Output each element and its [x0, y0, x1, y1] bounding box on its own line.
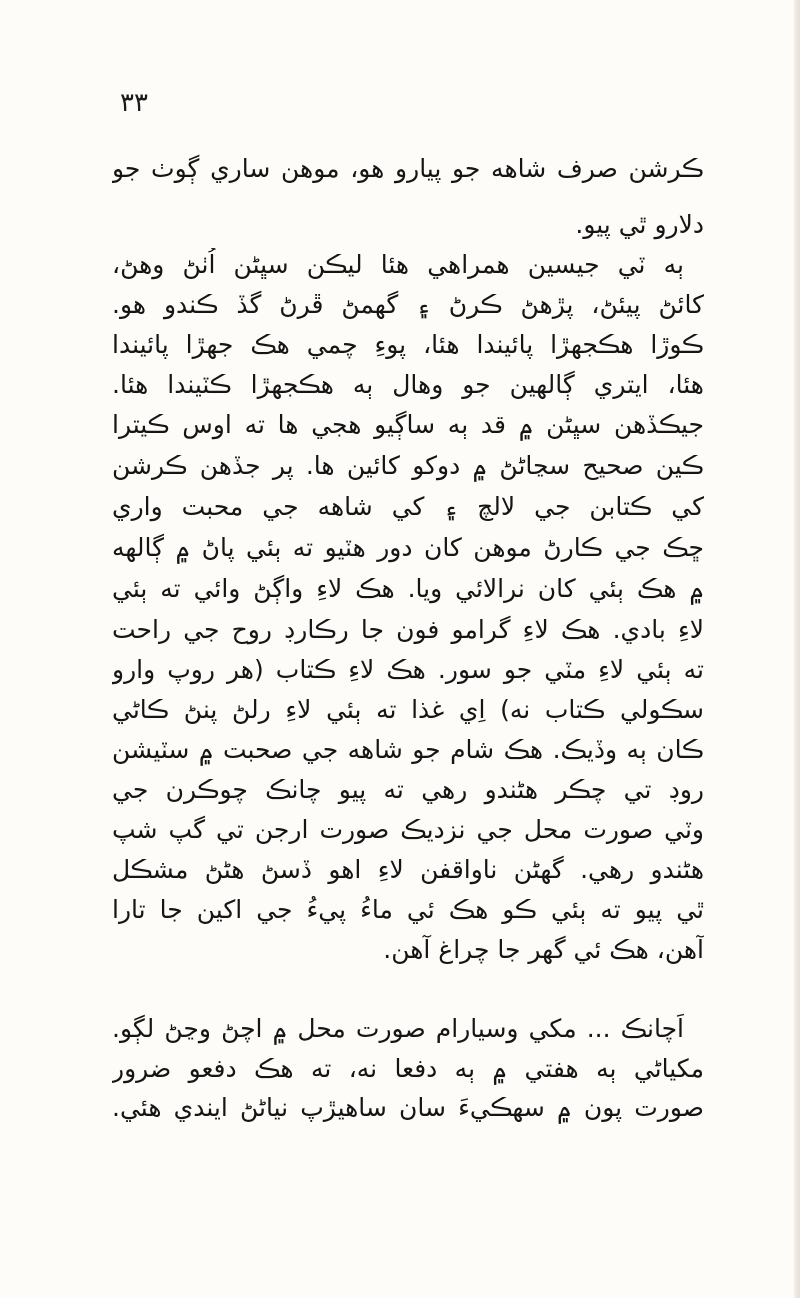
- text-line: وٽي صورت محل جي نزديڪ صورت ارجن تي گپ شپ: [112, 815, 704, 844]
- text-line: صورت پون ۾ سهڪيءَ سان ساهيڙپ نياڻڻ ايندي هئي.: [112, 1093, 704, 1122]
- text-line: روڊ تي چڪر هڻندو رهي ته پيو چانڪ چوڪرن جي: [112, 775, 704, 804]
- text-line: دلارو ٿي پيو.: [575, 210, 704, 239]
- text-line: ته ٻئي لاءِ مٽي جو سور. هڪ لاءِ ڪتاب (هر روپ وارو: [112, 655, 704, 684]
- text-line: ڪوڙا هڪجهڙا پائيندا هئا، پوءِ چمي هڪ جهڙا پائيندا: [112, 330, 704, 359]
- text-line: سڪولي ڪتاب نه) اِي غذا ته ٻئي لاءِ رلڻ پنڻ ڪاڻي: [112, 695, 704, 724]
- text-line: ڪين صحيح سڃاڻڻ ۾ دوکو کائين ها. پر جڏهن ڪرشن: [112, 451, 704, 480]
- text-line: ڇڪ جي ڪارڻ موهن کان دور هٽيو ته ٻئي پاڻ ۾ ڳالهه: [112, 533, 704, 562]
- page-number: ٣٣: [120, 88, 148, 118]
- text-line: ٻه ٽي جيسين همراهي هئا ليڪن سڀڻن اُٺڻ وهڻ،: [112, 250, 684, 279]
- page-edge-shadow: [794, 0, 800, 1298]
- text-line: ۾ هڪ ٻئي کان نرالائي ويا. هڪ لاءِ واڳڻ وائي ته ٻئي: [112, 574, 704, 603]
- text-line: جيڪڏهن سڀڻن ۾ قد ٻه ساڳيو هجي ها ته اوس ڪيترا: [112, 410, 704, 439]
- text-line: هئا، ايتري ڳالهين جو وهال ٻه هڪجهڙا ڪٽيندا هئا.: [112, 370, 704, 399]
- text-line: هڻندو رهي. گهڻن ناواقفن لاءِ اهو ڏسڻ هڻڻ مشڪل: [112, 855, 704, 884]
- text-line: کائڻ پيئڻ، پڙهڻ ڪرڻ ۽ گهمڻ ڦرڻ گڏ ڪندو هو.: [112, 290, 704, 319]
- text-line: آهن، هڪ ئي گهر جا چراغ آهن.: [383, 935, 704, 964]
- text-line: مکياڻي ٻه هفتي ۾ ٻه دفعا نه، ته هڪ دفعو ضرور: [112, 1054, 704, 1083]
- text-line: لاءِ بادي. هڪ لاءِ گرامو فون جا رڪارڊ روح جي راحت: [112, 615, 704, 644]
- text-line: ڪان ٻه وڏيڪ. هڪ شام جو شاهه جي صحبت ۾ سٽيشن: [112, 735, 704, 764]
- text-line: کي ڪتابن جي لالچ ۽ کي شاهه جي محبت واري: [112, 492, 704, 521]
- text-line: اَچانڪ ... مکي وسيارام صورت محل ۾ اچڻ وڃڻ لڳو.: [112, 1014, 684, 1043]
- text-line: ٿي پيو ته ٻئي ڪو هڪ ئي ماءُ پيءُ جي اکين جا تارا: [112, 895, 704, 924]
- text-line: ڪرشن صرف شاهه جو پيارو هو، موهن ساري ڳوٺ جو: [112, 154, 704, 183]
